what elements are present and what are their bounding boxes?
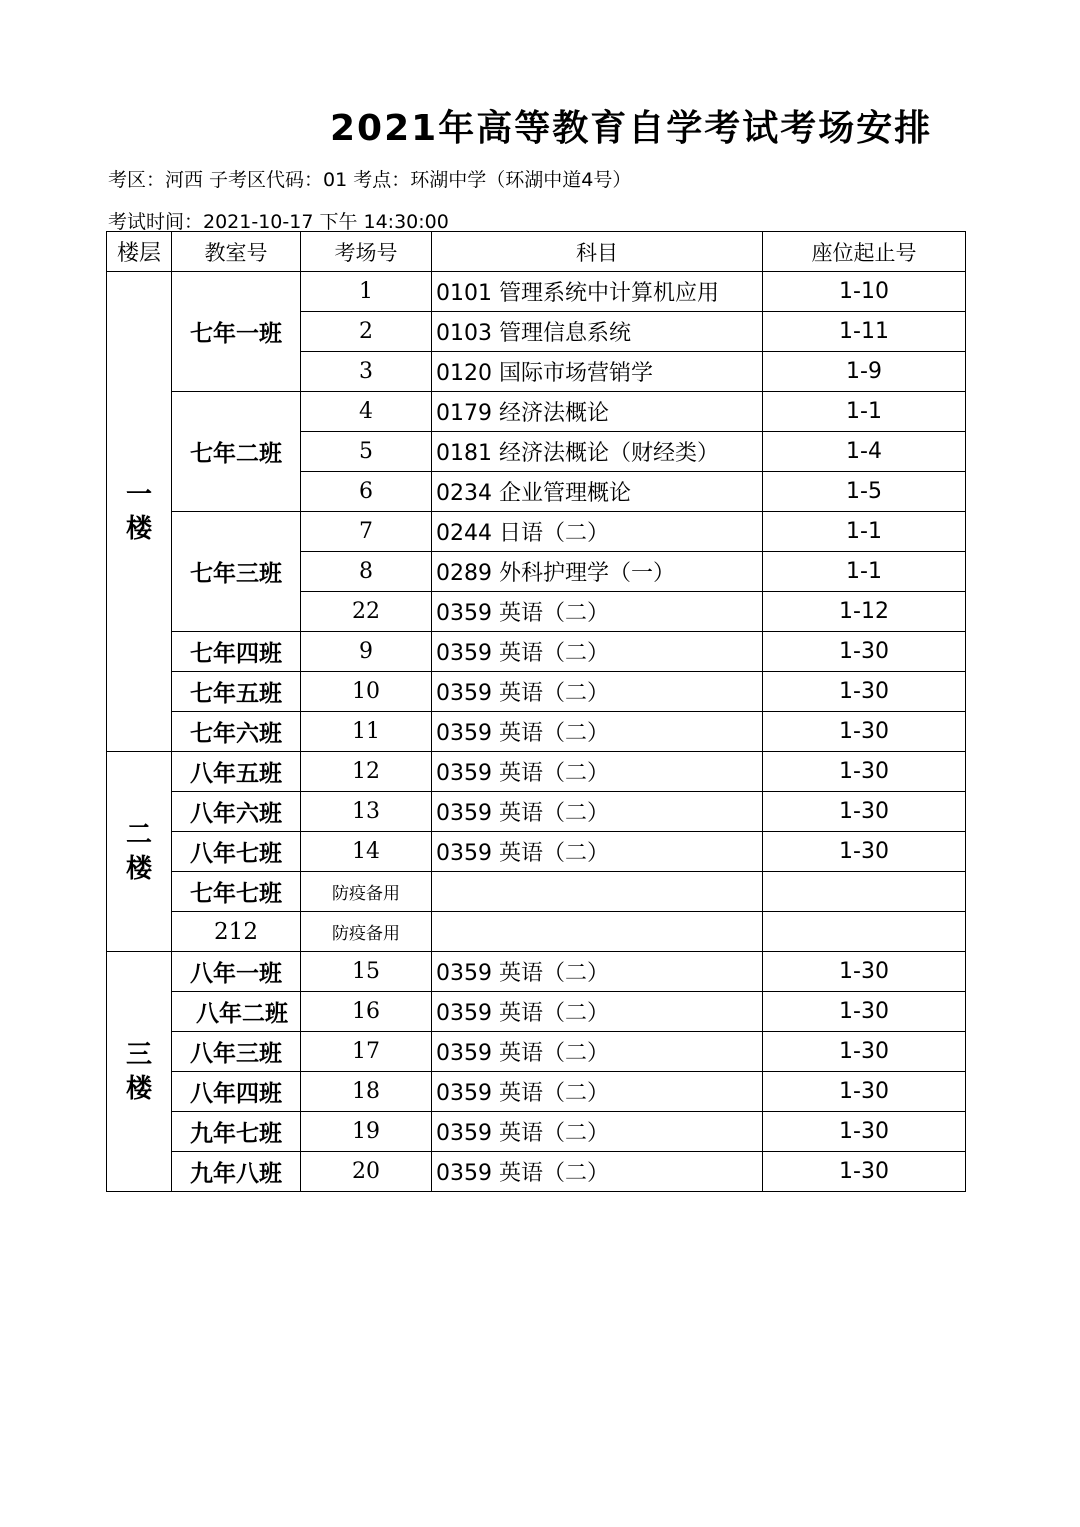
seat-cell: 1-30	[763, 1072, 966, 1112]
subject-cell: 0234 企业管理概论	[432, 472, 763, 512]
exam-time-info: 考试时间：2021-10-17 下午 14:30:00	[108, 211, 449, 233]
subject-cell: 0359 英语（二）	[432, 992, 763, 1032]
page-title: 2021年高等教育自学考试考场安排	[330, 108, 933, 149]
seat-cell: 1-30	[763, 1032, 966, 1072]
header-subject: 科目	[432, 232, 763, 272]
seat-cell: 1-30	[763, 952, 966, 992]
seat-cell: 1-1	[763, 392, 966, 432]
table-row	[107, 712, 966, 752]
subject-cell: 0359 英语（二）	[432, 752, 763, 792]
seat-cell: 1-1	[763, 552, 966, 592]
header-floor: 楼层	[107, 232, 172, 272]
room-cell: 八年四班	[172, 1072, 301, 1112]
table-row	[107, 272, 966, 312]
hall-cell: 19	[301, 1112, 432, 1152]
subject-cell: 0120 国际市场营销学	[432, 352, 763, 392]
subject-cell	[432, 872, 763, 912]
subject-cell: 0359 英语（二）	[432, 832, 763, 872]
hall-cell: 8	[301, 552, 432, 592]
table-row	[107, 512, 966, 552]
room-cell: 八年二班	[172, 992, 301, 1032]
seat-cell: 1-30	[763, 672, 966, 712]
hall-cell: 10	[301, 672, 432, 712]
seat-cell: 1-12	[763, 592, 966, 632]
hall-cell: 4	[301, 392, 432, 432]
seat-cell: 1-4	[763, 432, 966, 472]
seat-cell: 1-30	[763, 712, 966, 752]
header-hall: 考场号	[301, 232, 432, 272]
room-cell: 212	[172, 912, 301, 952]
subject-cell: 0359 英语（二）	[432, 592, 763, 632]
hall-cell: 防疫备用	[301, 872, 432, 912]
hall-cell: 17	[301, 1032, 432, 1072]
table-row	[107, 392, 966, 432]
seat-cell: 1-11	[763, 312, 966, 352]
subject-cell: 0359 英语（二）	[432, 712, 763, 752]
seat-cell	[763, 912, 966, 952]
room-cell: 七年四班	[172, 632, 301, 672]
exam-arrangement-table	[106, 231, 966, 1192]
table-row	[107, 872, 966, 912]
hall-cell: 22	[301, 592, 432, 632]
seat-cell: 1-30	[763, 1152, 966, 1192]
table-row	[107, 952, 966, 992]
seat-cell: 1-30	[763, 792, 966, 832]
subject-cell: 0359 英语（二）	[432, 672, 763, 712]
subject-cell: 0103 管理信息系统	[432, 312, 763, 352]
hall-cell: 9	[301, 632, 432, 672]
seat-cell: 1-1	[763, 512, 966, 552]
seat-cell: 1-30	[763, 752, 966, 792]
hall-cell: 3	[301, 352, 432, 392]
floor-cell	[107, 752, 172, 952]
room-cell: 八年六班	[172, 792, 301, 832]
room-cell: 八年七班	[172, 832, 301, 872]
subject-cell: 0359 英语（二）	[432, 632, 763, 672]
subject-cell: 0179 经济法概论	[432, 392, 763, 432]
table-row	[107, 912, 966, 952]
hall-cell: 5	[301, 432, 432, 472]
hall-cell: 13	[301, 792, 432, 832]
hall-cell: 14	[301, 832, 432, 872]
hall-cell: 16	[301, 992, 432, 1032]
table-row	[107, 992, 966, 1032]
table-row	[107, 1032, 966, 1072]
hall-cell: 11	[301, 712, 432, 752]
seat-cell: 1-9	[763, 352, 966, 392]
seat-cell: 1-30	[763, 832, 966, 872]
floor-label: 二楼	[125, 819, 152, 884]
seat-cell: 1-30	[763, 992, 966, 1032]
room-cell: 七年一班	[172, 272, 301, 392]
exam-location-info: 考区：河西 子考区代码：01 考点：环湖中学（环湖中道4号）	[108, 169, 632, 191]
subject-cell: 0181 经济法概论（财经类）	[432, 432, 763, 472]
table-header-row	[107, 232, 966, 272]
subject-cell: 0359 英语（二）	[432, 1112, 763, 1152]
subject-cell: 0244 日语（二）	[432, 512, 763, 552]
hall-cell: 6	[301, 472, 432, 512]
hall-cell: 20	[301, 1152, 432, 1192]
seat-cell	[763, 872, 966, 912]
hall-cell: 2	[301, 312, 432, 352]
header-room: 教室号	[172, 232, 301, 272]
seat-cell: 1-30	[763, 632, 966, 672]
table-row	[107, 792, 966, 832]
table-row	[107, 832, 966, 872]
seat-cell: 1-5	[763, 472, 966, 512]
room-cell: 七年七班	[172, 872, 301, 912]
room-cell: 九年八班	[172, 1152, 301, 1192]
room-cell: 七年三班	[172, 512, 301, 632]
subject-cell: 0359 英语（二）	[432, 1152, 763, 1192]
room-cell: 七年二班	[172, 392, 301, 512]
room-cell: 八年五班	[172, 752, 301, 792]
table-row	[107, 1072, 966, 1112]
subject-cell: 0359 英语（二）	[432, 792, 763, 832]
header-seats: 座位起止号	[763, 232, 966, 272]
seat-cell: 1-10	[763, 272, 966, 312]
room-cell: 八年三班	[172, 1032, 301, 1072]
room-cell: 九年七班	[172, 1112, 301, 1152]
floor-cell	[107, 952, 172, 1192]
table-row	[107, 752, 966, 792]
hall-cell: 18	[301, 1072, 432, 1112]
hall-cell: 15	[301, 952, 432, 992]
floor-label: 三楼	[125, 1039, 152, 1104]
floor-cell	[107, 272, 172, 752]
subject-cell: 0359 英语（二）	[432, 952, 763, 992]
table-row	[107, 672, 966, 712]
room-cell: 八年一班	[172, 952, 301, 992]
seat-cell: 1-30	[763, 1112, 966, 1152]
table-row	[107, 632, 966, 672]
subject-cell: 0101 管理系统中计算机应用	[432, 272, 763, 312]
subject-cell: 0359 英语（二）	[432, 1032, 763, 1072]
subject-cell: 0289 外科护理学（一）	[432, 552, 763, 592]
hall-cell: 12	[301, 752, 432, 792]
table-row	[107, 1152, 966, 1192]
table-row	[107, 1112, 966, 1152]
hall-cell: 7	[301, 512, 432, 552]
subject-cell	[432, 912, 763, 952]
hall-cell: 防疫备用	[301, 912, 432, 952]
floor-label: 一楼	[125, 479, 152, 544]
room-cell: 七年六班	[172, 712, 301, 752]
room-cell: 七年五班	[172, 672, 301, 712]
hall-cell: 1	[301, 272, 432, 312]
subject-cell: 0359 英语（二）	[432, 1072, 763, 1112]
